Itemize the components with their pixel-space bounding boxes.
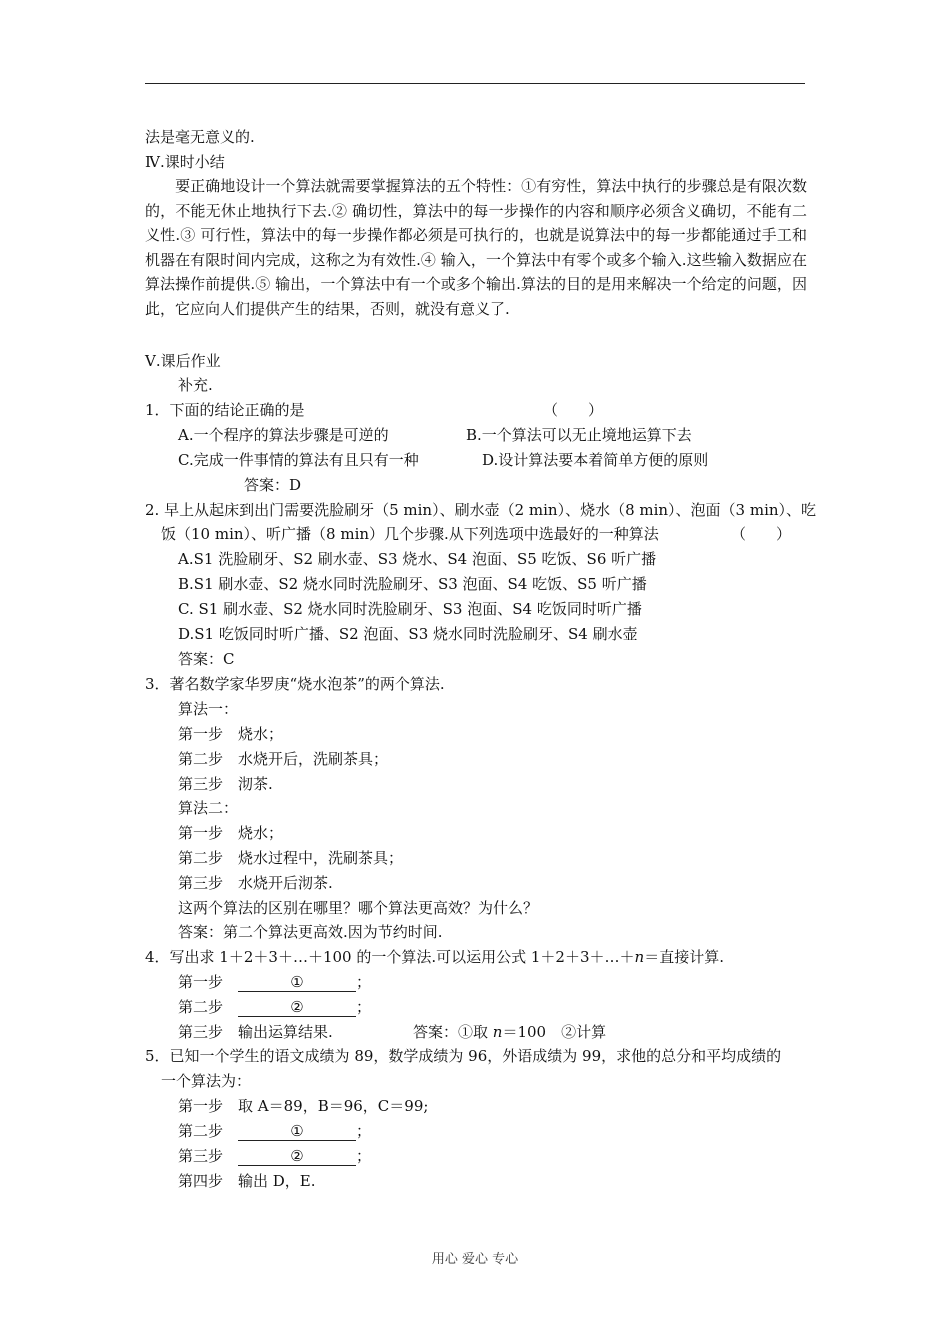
q4-semicolon: ；	[356, 973, 372, 991]
q2-stem-line2: 饭（10 min）、听广播（8 min）几个步骤.从下列选项中选最好的一种算法	[161, 525, 659, 543]
q5-blank-2: ②	[238, 1148, 356, 1166]
q1-option-a: A.一个程序的算法步骤是可逆的	[178, 426, 389, 444]
supplement-label: 补充.	[178, 376, 213, 394]
q2-answer-paren: （ ）	[731, 525, 792, 543]
q4-step2	[178, 997, 371, 1017]
q5-step1: 第一步 取 A＝89，B＝96，C＝99;	[178, 1097, 429, 1115]
q5-semicolon: ；	[356, 1122, 372, 1140]
section-heading-summary: Ⅳ.课时小结	[145, 153, 225, 171]
header-rule	[145, 83, 805, 84]
q3-algo1-step: 第二步 水烧开后，洗刷茶具；	[178, 750, 389, 768]
q3-algo1-step: 第一步 烧水；	[178, 725, 284, 743]
q1-answer-paren: （ ）	[543, 401, 604, 419]
q5-step4: 第四步 输出 D，E.	[178, 1172, 316, 1190]
previous-text-tail: 法是毫无意义的.	[145, 128, 255, 146]
q3-question: 这两个算法的区别在哪里？哪个算法更高效？为什么？	[178, 899, 539, 917]
q2-option-d: D.S1 吃饭同时听广播、S2 泡面、S3 烧水同时洗脸刷牙、S4 刷水壶	[178, 625, 638, 643]
q4-answer	[413, 1022, 606, 1042]
q3-algo2-step: 第二步 烧水过程中，洗刷茶具；	[178, 849, 404, 867]
q4-step2-label: 第二步	[178, 998, 224, 1016]
q5-blank-1: ①	[238, 1123, 356, 1141]
q3-algo2-step: 第三步 水烧开后沏茶.	[178, 874, 333, 892]
q4-step1	[178, 972, 371, 992]
q3-algo2-title: 算法二：	[178, 799, 239, 817]
q1-stem: 1．下面的结论正确的是	[145, 401, 305, 419]
summary-paragraph: 要正确地设计一个算法就需要掌握算法的五个特性：①有穷性，算法中执行的步骤总是有限次数的，不能无休止地执行下去.② 确切性，算法中的每一步操作的内容和顺序必须含义确切，不能有二义性.③ 可行性，算法中的每一步操作都必须是可执行的，也就是说算法中的每一步都能通过手工和机器在有限时间内完成，这称之为有效性.④ 输入，一个算法中有零个或多个输入.这些输入数据应在算法操作前提供.⑤ 输出，一个算法中有一个或多个输出.算法的目的是用来解决一个给定的问题，因此，它应向人们提供产生的结果，否则，就没有意义了.	[145, 177, 807, 318]
q1-option-d: D.设计算法要本着简单方便的原则	[482, 451, 709, 469]
q4-blank-2: ②	[238, 999, 356, 1017]
q1-option-c: C.完成一件事情的算法有且只有一种	[178, 451, 419, 469]
q2-option-c: C. S1 刷水壶、S2 烧水同时洗脸刷牙、S3 泡面、S4 吃饭同时听广播	[178, 600, 642, 618]
q2-answer: 答案：C	[178, 650, 235, 668]
q1-answer: 答案：D	[244, 476, 302, 494]
q3-stem: 3．著名数学家华罗庚“烧水泡茶”的两个算法.	[145, 675, 445, 693]
q4-answer-prefix: 答案：①取	[413, 1023, 493, 1041]
q4-step3: 第三步 输出运算结果.	[178, 1023, 333, 1041]
q5-step2-label: 第二步	[178, 1122, 224, 1140]
q5-step3-label: 第三步	[178, 1147, 224, 1165]
q2-option-a: A.S1 洗脸刷牙、S2 刷水壶、S3 烧水、S4 泡面、S5 吃饭、S6 听广播	[178, 550, 657, 568]
q3-algo1-title: 算法一：	[178, 700, 239, 718]
q2-option-b: B.S1 刷水壶、S2 烧水同时洗脸刷牙、S3 泡面、S4 吃饭、S5 听广播	[178, 575, 647, 593]
q5-step3	[178, 1146, 371, 1166]
q5-semicolon: ；	[356, 1147, 372, 1165]
q3-answer: 答案：第二个算法更高效.因为节约时间.	[178, 923, 443, 941]
q4-blank-1: ①	[238, 974, 356, 992]
q4-stem-variable: n	[634, 948, 645, 966]
q3-algo2-step: 第一步 烧水；	[178, 824, 284, 842]
section-heading-homework: Ⅴ.课后作业	[145, 352, 221, 370]
q2-stem-line1: 2. 早上从起床到出门需要洗脸刷牙（5 min）、刷水壶（2 min）、烧水（8 min）、泡面（3 min）、吃	[145, 501, 817, 519]
q5-stem-line2: 一个算法为：	[161, 1072, 252, 1090]
q3-algo1-step: 第三步 沏茶.	[178, 775, 273, 793]
q5-stem-line1: 5．已知一个学生的语文成绩为 89，数学成绩为 96，外语成绩为 99，求他的总分和平均成绩的	[145, 1047, 782, 1065]
q4-stem	[145, 947, 724, 967]
page-footer: 用心 爱心 专心	[431, 1252, 519, 1267]
q4-answer-variable: n	[492, 1023, 503, 1041]
q4-answer-suffix: ＝100 ②计算	[502, 1023, 607, 1041]
q1-option-b: B.一个算法可以无止境地运算下去	[466, 426, 692, 444]
q4-semicolon: ；	[356, 998, 372, 1016]
q4-step1-label: 第一步	[178, 973, 224, 991]
q4-stem-prefix: 4．写出求 1＋2＋3＋…＋100 的一个算法.可以运用公式 1＋2＋3＋…＋	[145, 948, 635, 966]
q4-stem-suffix: ＝直接计算.	[644, 948, 724, 966]
q5-step2	[178, 1121, 371, 1141]
